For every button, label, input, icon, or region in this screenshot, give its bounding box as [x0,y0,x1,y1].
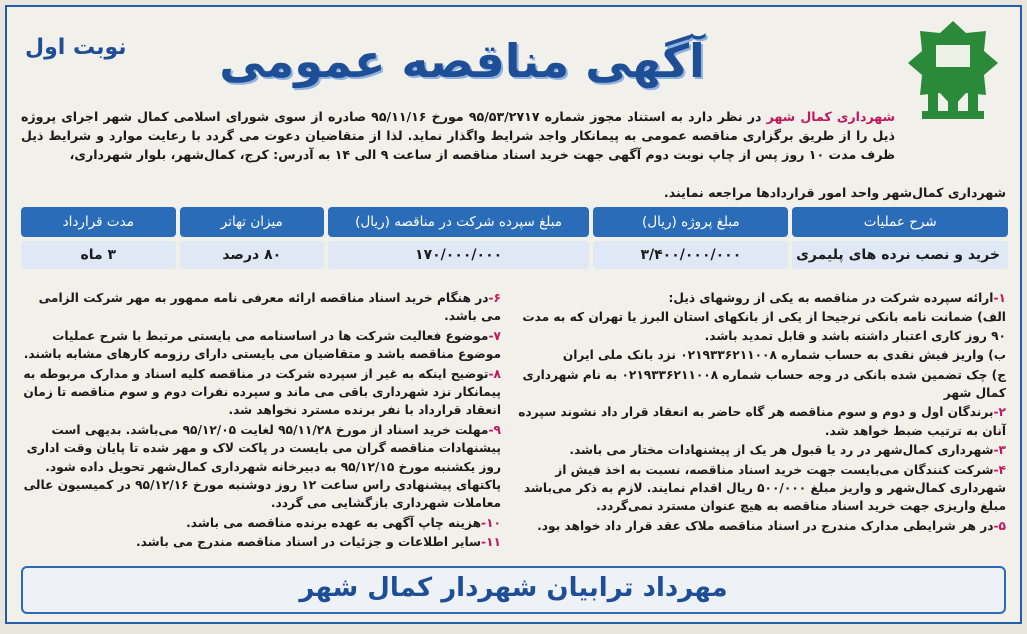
condition-item: ج) چک تضمین شده بانکی در وجه حساب شماره ۰۲۱۹۳۳۶۲۱۱۰۰۸ به نام شهرداری کمال شهر [522,367,1006,401]
cell-project-amount: ۳/۴۰۰/۰۰۰/۰۰۰ [593,241,788,269]
condition-item: ۱۰-هزینه چاپ آگهی به عهده برنده مناقصه می باشد. [186,515,501,530]
condition-item: ۵-در هر شرایطی مدارک مندرج در اسناد مناقصه ملاک عقد قرار داد خواهد بود. [537,518,1006,533]
municipality-logo [898,15,1008,135]
round-label: نوبت اول [25,35,127,60]
operations-table [17,203,1012,273]
cell-deposit: ۱۷۰/۰۰۰/۰۰۰ [328,241,589,269]
tender-advertisement [5,5,1022,624]
intro-paragraph [21,107,895,164]
org-name: شهرداری کمال شهر [766,109,895,124]
table-row [21,241,1008,269]
col-header-deposit: مبلغ سپرده شرکت در مناقصه (ریال) [328,207,589,237]
cell-offset: ۸۰ درصد [180,241,324,269]
intro-paragraph-end: شهرداری کمال‌شهر واحد امور قراردادها مراجعه نمایند. [663,185,1006,200]
condition-item: ۴-شرکت کنندگان می‌بایست جهت خرید اسناد مناقصه، نسبت به اخذ فیش از شهرداری کمال‌شهر و واریز مبلغ ۵۰۰/۰۰۰ ریال اقدام نمایند. لازم به ذکر می‌باشد مبلغ واریزی جهت خرید اسناد مناقصه به هیچ عنوان مسترد نمی‌گردد. [523,462,1006,514]
condition-item: ۷-موضوع فعالیت شرکت ها در اساسنامه می بایستی مرتبط با شرح عملیات موضوع مناقصه باشد و متقاضیان می بایستی دارای رزومه کارهای مشابه باشند. [23,328,501,362]
condition-item: ۱۱-سایر اطلاعات و جزئیات در اسناد مناقصه مندرج می باشد. [136,535,501,550]
signature-footer: مهرداد ترابیان شهردار کمال شهر [21,566,1006,614]
intro-text: در نظر دارد به استناد مجوز شماره ۹۵/۵۳/۲۷۱۷ مورخ ۹۵/۱۱/۱۶ صادره از سوی شورای اسلامی کمال شهر اجرای پروژه ذیل را از طریق برگزاری مناقصه عمومی به پیمانکار واجد شرایط واگذار نماید. لذا از متقاضیان دعوت می گردد با رعایت موارد و شرایط ذیل ظرف مدت ۱۰ روز پس از چاپ نوبت دوم آگهی جهت خرید اسناد مناقصه از ساعت ۹ الی ۱۴ به آدرس: کرج، کمال‌شهر، بلوار شهرداری، [21,109,895,162]
condition-item: ۲-برندگان اول و دوم و سوم مناقصه هر گاه حاضر به انعقاد قرار داد نشوند سپرده آنان به ترتیب ضبط خواهد شد. [518,405,1006,438]
col-header-project-amount: مبلغ پروژه (ریال) [593,207,788,237]
conditions [21,289,1006,573]
condition-item: الف) ضمانت نامه بانکی ترجیحا از یکی از بانکهای استان البرز یا تهران که به مدت ۹۰ روز کاری اعتبار داشته باشد و قابل تمدید باشد. [522,310,1006,343]
header [7,7,1020,107]
conditions-left-column [21,289,501,553]
condition-item: ۸-توضیح اینکه به غیر از سپرده شرکت در مناقصه کلیه اسناد و مدارک مربوطه به پیمانکار نزد شهرداری باقی می ماند و سپرده نفرات دوم و سوم مناقصه تا زمان انعقاد قرارداد با نفر برنده مسترد نخواهد شد. [23,366,501,418]
col-header-duration: مدت قرارداد [21,207,176,237]
conditions-right-column [516,289,1006,536]
col-header-description: شرح عملیات [792,207,1008,237]
ad-title: آگهی مناقصه عمومی [219,34,705,88]
condition-item: ۳-شهرداری کمال‌شهر در رد یا قبول هر یک از پیشنهادات مختار می باشد. [569,443,1006,458]
condition-item: ۶-در هنگام خرید اسناد مناقصه ارائه معرفی نامه ممهور به مهر شرکت الزامی می باشد. [38,291,501,324]
col-header-offset: میزان تهاتر [180,207,324,237]
condition-item: ب) واریز فیش نقدی به حساب شماره ۰۲۱۹۳۳۶۲۱۱۰۰۸ نزد بانک ملی ایران [562,348,1006,363]
condition-item: ۹-مهلت خرید اسناد از مورخ ۹۵/۱۱/۲۸ لغایت ۹۵/۱۲/۰۵ می‌باشد. بدیهی است پیشنهادات مناقصه گران می بایست در پاکت لاک و مهر شده تا پایان وقت اداری روز یکشنبه مورخ ۹۵/۱۲/۱۵ به دبیرخانه شهرداری کمال‌شهر تحویل داده شود. پاکتهای پیشنهادی راس ساعت ۱۲ روز دوشنبه مورخ ۹۵/۱۲/۱۶ در کمیسیون عالی معاملات شهرداری بازگشایی می گردد. [23,422,501,511]
cell-description: خرید و نصب نرده های پلیمری [792,241,1008,269]
cell-duration: ۳ ماه [21,241,176,269]
condition-item: ۱-ارائه سپرده شرکت در مناقصه به یکی از روشهای ذیل: [668,291,1006,305]
